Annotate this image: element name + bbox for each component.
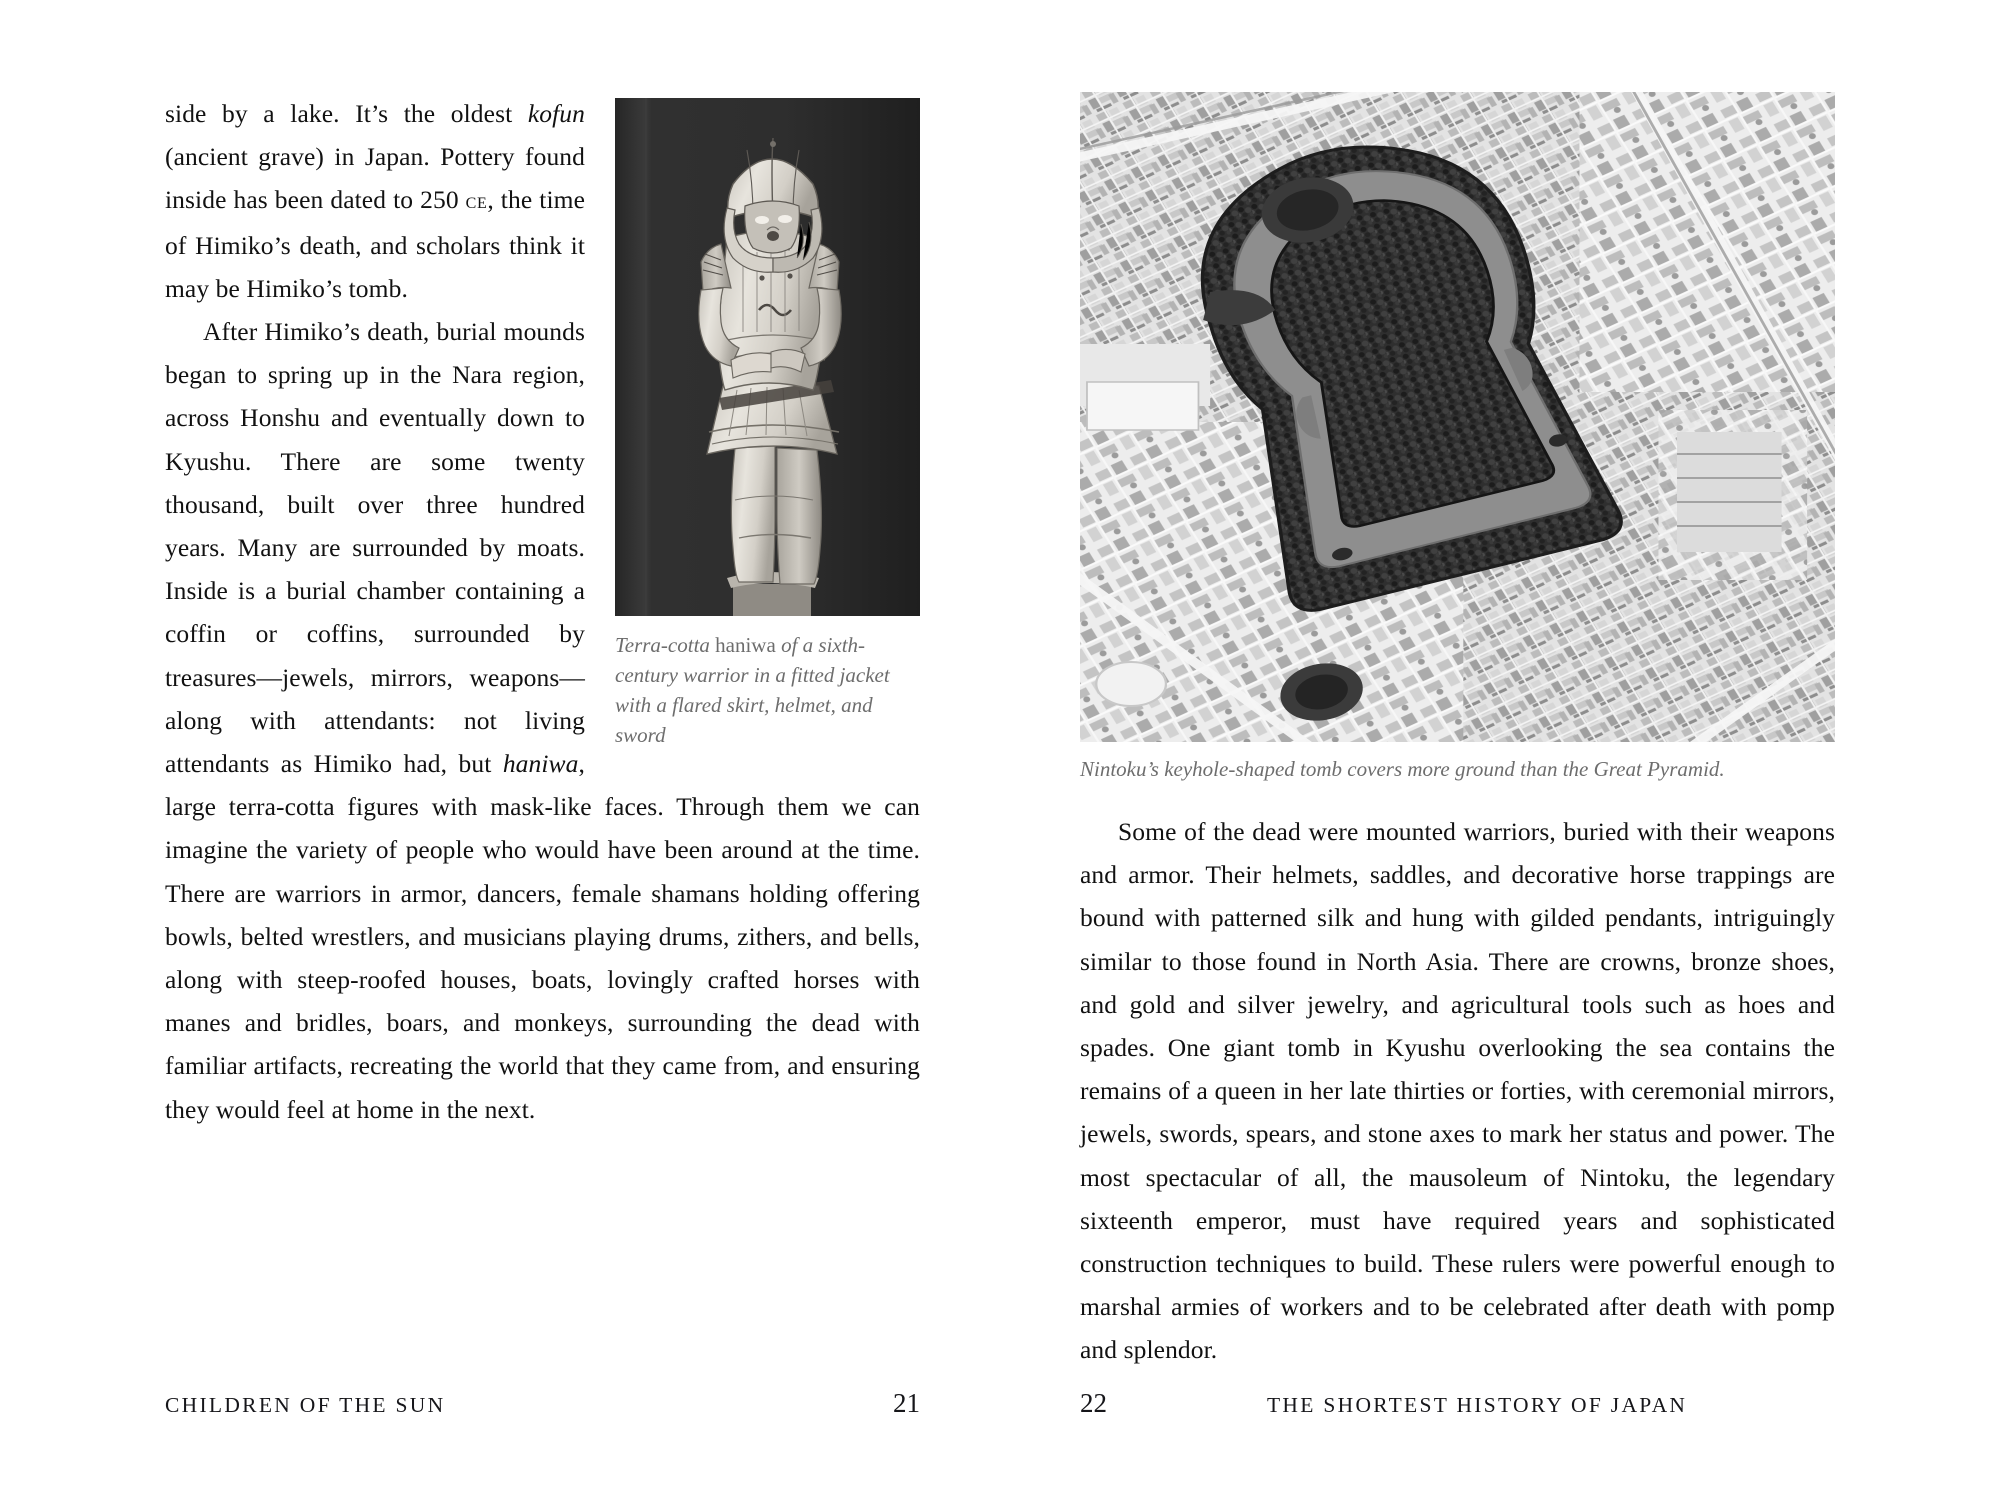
page-right bbox=[1000, 0, 2000, 1511]
haniwa-warrior-illustration bbox=[615, 98, 920, 616]
figure-haniwa-warrior bbox=[615, 98, 920, 750]
text-run: After Himiko’s death, burial mounds began to spring up in the Nara region, across Honshu and eventually down to Kyushu. There are some twenty thousand, built over three hundred years. Many are surrounded by moats. Inside is a burial chamber containing a coffin or coffins, surrounded by treasures—jewels, mirrors, weapons—along with attendants: not living attendants as Himiko had, but bbox=[165, 317, 585, 779]
running-head-chapter-title: CHILDREN OF THE SUN bbox=[165, 1393, 446, 1417]
running-head-book-title: THE SHORTEST HISTORY OF JAPAN bbox=[1267, 1393, 1688, 1417]
page-right-content bbox=[1080, 92, 1835, 1372]
figure-caption-haniwa bbox=[615, 630, 920, 750]
page-number-left: 21 bbox=[893, 1388, 920, 1418]
page-left-content bbox=[165, 92, 920, 1131]
page-right-footer bbox=[1080, 1388, 1835, 1419]
era-abbreviation-ce: ce bbox=[465, 188, 488, 215]
figure-nintoku-tomb bbox=[1080, 92, 1835, 784]
page-left-footer bbox=[165, 1388, 920, 1419]
text-run: , the time of Himiko’s death, and scholars think it may be Himiko’s tomb. bbox=[165, 185, 585, 303]
text-run: (ancient grave) in Japan. Pottery found inside has been dated to 250 bbox=[165, 142, 585, 215]
caption-rest-italic: of a sixth-century warrior in a fitted jacket with a flared skirt, helmet, and sword bbox=[615, 633, 890, 747]
nintoku-tomb-aerial-photograph bbox=[1080, 92, 1835, 742]
text-run: , large terra-cotta figures with mask-like faces. Through them we can imagine the variety of people who would have been around at the time. There are warriors in armor, dancers, female shamans holding offering bowls, belted wrestlers, and musicians playing drums, zithers, and bells, along with steep-roofed houses, boats, lovingly crafted horses with manes and bridles, boars, and monkeys, surrounding the dead with familiar artifacts, recreating the world that they came from, and ensuring they would feel at home in the next. bbox=[165, 749, 920, 1124]
caption-term-italic: Terra-cotta bbox=[615, 633, 710, 657]
text-run: side by a lake. It’s the oldest bbox=[165, 99, 528, 128]
haniwa-warrior-photograph bbox=[615, 98, 920, 616]
nintoku-tomb-aerial-illustration bbox=[1080, 92, 1835, 742]
italic-term-haniwa: haniwa bbox=[502, 749, 579, 779]
page-number-right: 22 bbox=[1080, 1388, 1107, 1418]
italic-term-kofun: kofun bbox=[527, 99, 585, 128]
paragraph-mounted-warriors: Some of the dead were mounted warriors, buried with their weapons and armor. Their helmets, saddles, and decorative horse trappings are bound with patterned silk and hung with gilded pendants, intriguingly similar to those found in North Asia. There are crowns, bronze shoes, and gold and silver jewelry, and agricultural tools such as hoes and spades. One giant tomb in Kyushu overlooking the sea contains the remains of a queen in her late thirties or forties, with ceremonial mirrors, jewels, swords, spears, and stone axes to mark her status and power. The most spectacular of all, the mausoleum of Nintoku, the legendary sixteenth emperor, must have required years and sophisticated construction techniques to build. These rulers were powerful enough to marshal armies of workers and to be celebrated after death with pomp and splendor. bbox=[1080, 817, 1835, 1365]
caption-term-roman: haniwa bbox=[709, 633, 782, 657]
figure-caption-nintoku-tomb: Nintoku’s keyhole-shaped tomb covers more ground than the Great Pyramid. bbox=[1080, 757, 1725, 781]
